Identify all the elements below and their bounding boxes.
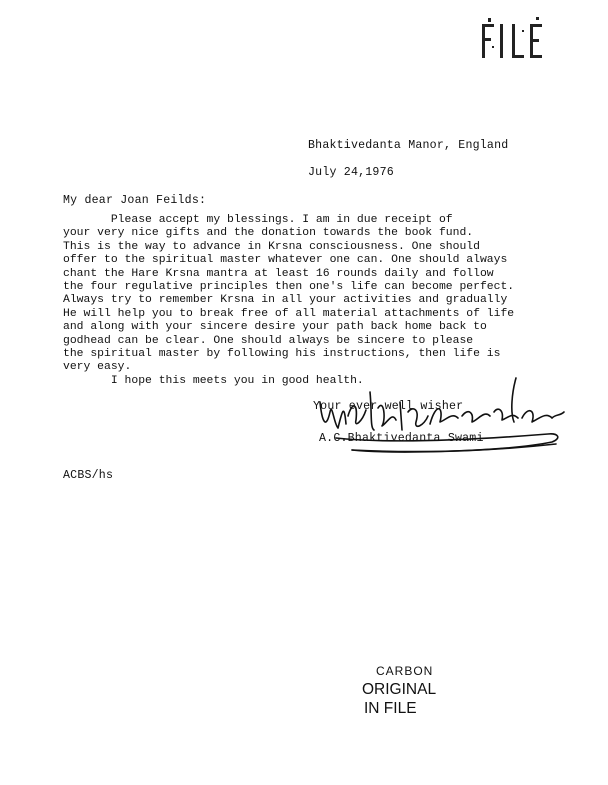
body-line: the spiritual master by following his instructions, then life is xyxy=(63,348,501,361)
letter-body xyxy=(63,214,514,388)
body-line: godhead can be clear. One should always be sincere to please xyxy=(63,334,474,347)
file-stamp xyxy=(478,16,550,64)
body-line: This is the way to advance in Krsna consciousness. One should xyxy=(63,240,480,253)
body-line: Please accept my blessings. I am in due receipt of xyxy=(63,214,453,226)
closing-line: Your ever well wisher xyxy=(313,400,464,413)
body-line: very easy. xyxy=(63,361,132,374)
body-line: and along with your sincere desire your path back home back to xyxy=(63,321,487,334)
sender-address: Bhaktivedanta Manor, England xyxy=(308,139,509,152)
carbon-stamp-line-3: IN FILE xyxy=(364,700,417,717)
carbon-original-stamp xyxy=(362,664,472,718)
salutation: My dear Joan Feilds: xyxy=(63,194,207,207)
carbon-stamp-line-1: CARBON xyxy=(376,664,434,678)
signer-name: A.C.Bhaktivedanta Swami xyxy=(319,432,484,445)
body-line: your very nice gifts and the donation towards the book fund. xyxy=(63,227,474,240)
body-line: He will help you to break free of all material attachments of life xyxy=(63,307,515,320)
carbon-stamp-line-2: ORIGINAL xyxy=(362,681,437,698)
handwritten-signature xyxy=(312,372,574,462)
body-line: Always try to remember Krsna in all your activities and gradually xyxy=(63,294,508,307)
body-line: chant the Hare Krsna mantra at least 16 rounds daily and follow xyxy=(63,267,494,280)
body-line: I hope this meets you in good health. xyxy=(63,374,364,387)
body-line: the four regulative principles then one's life can become perfect. xyxy=(63,281,515,294)
letter-date: July 24,1976 xyxy=(308,166,394,179)
typist-initials: ACBS/hs xyxy=(63,469,114,482)
body-line: offer to the spiritual master whatever one can. One should always xyxy=(63,254,508,267)
